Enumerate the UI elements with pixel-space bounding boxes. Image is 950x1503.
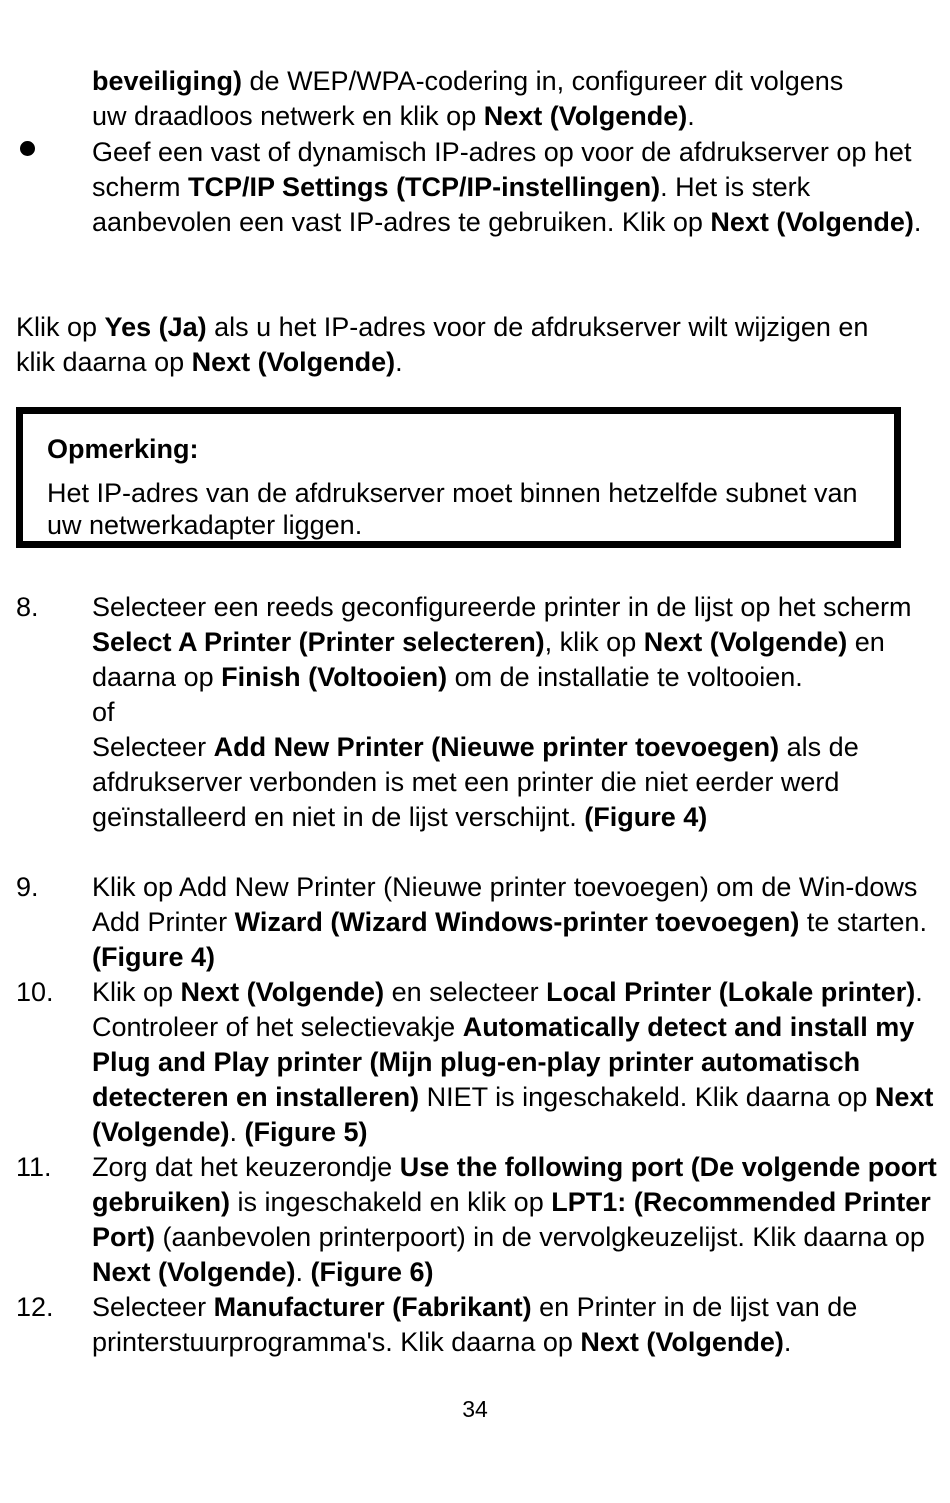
- text-run: is ingeschakeld en klik op: [230, 1187, 552, 1217]
- bold-term: (Figure 4): [92, 942, 216, 972]
- bold-term: Local Printer (Lokale printer): [546, 977, 916, 1007]
- bold-term: Next (Volgende): [580, 1327, 784, 1357]
- paragraph: [16, 310, 896, 380]
- bold-term: Automatically detect and install my Plug and Play printer (Mijn plug-en-play printer automatisch detecteren en installeren): [92, 1012, 915, 1112]
- step-8: [92, 590, 937, 835]
- or-text: of: [92, 697, 115, 727]
- text-run: en daarna op: [92, 627, 885, 692]
- text-run: Geef een vast of dynamisch IP-adres op voor de afdrukserver op het scherm: [92, 137, 912, 202]
- bold-term: (Figure 4): [584, 802, 708, 832]
- step-number: 8.: [16, 592, 39, 622]
- bold-term: Next (Volgende): [483, 101, 688, 131]
- text-run: en selecteer: [384, 977, 547, 1007]
- text-run: Zorg dat het keuzerondje: [92, 1152, 400, 1182]
- text-run: , klik op: [544, 627, 644, 657]
- bold-term: Wizard (Wizard Windows-printer toevoegen): [234, 907, 800, 937]
- text-run: Klik op: [92, 977, 181, 1007]
- bold-term: Use the following port (De volgende poort gebruiken): [92, 1152, 937, 1217]
- text-run: (aanbevolen printerpoort) in de vervolgkeuzelijst. Klik daarna op: [155, 1222, 925, 1252]
- bold-term: Next (Volgende): [180, 977, 385, 1007]
- bold-term: Next (Volgende): [643, 627, 848, 657]
- text-run: .: [395, 347, 403, 377]
- note-box: [16, 407, 901, 548]
- text-run: Selecteer: [92, 732, 214, 762]
- step-number: 11.: [16, 1152, 52, 1182]
- bold-term: TCP/IP Settings (TCP/IP-instellingen): [188, 172, 661, 202]
- bold-term: Next (Volgende): [92, 1082, 934, 1147]
- bold-term: Add New Printer (Nieuwe printer toevoegen): [213, 732, 780, 762]
- page-number: 34: [462, 1396, 488, 1422]
- continuation-text: [92, 64, 937, 134]
- step-10: [92, 975, 937, 1150]
- bold-term: (Figure 6): [310, 1257, 434, 1287]
- text-run: .: [295, 1257, 311, 1287]
- text-run: Klik op Add New Printer (Nieuwe printer toevoegen) om de Win-dows Add Printer: [92, 872, 918, 937]
- step-11: [92, 1150, 937, 1290]
- text-run: .: [913, 207, 922, 237]
- step-number: 12.: [16, 1292, 54, 1322]
- step-9: [92, 870, 937, 975]
- bold-term: beveiliging): [92, 66, 243, 96]
- bold-term: Select A Printer (Printer selecteren): [92, 627, 545, 657]
- step-12: [92, 1290, 937, 1360]
- text-run: als de afdrukserver verbonden is met een printer die niet eerder werd geïnstalleerd en niet in de lijst verschijnt.: [92, 732, 859, 832]
- note-title: Opmerking:: [47, 434, 199, 464]
- bold-term: Next (Volgende): [191, 347, 396, 377]
- text-run: om de installatie te voltooien.: [447, 662, 803, 692]
- text-run: uw draadloos netwerk en klik op: [92, 101, 484, 131]
- text-run: .: [229, 1117, 245, 1147]
- text-run: Selecteer: [92, 1292, 214, 1322]
- text-run: .: [783, 1327, 792, 1357]
- text-run: NIET is ingeschakeld. Klik daarna op: [419, 1082, 875, 1112]
- bold-term: LPT1: (Recommended Printer Port): [92, 1187, 931, 1252]
- text-run: . Controleer of het selectievakje: [92, 977, 923, 1042]
- step-number: 10.: [16, 977, 54, 1007]
- bullet-dot-icon: [20, 141, 35, 156]
- text-run: de WEP/WPA-codering in, configureer dit volgens: [242, 66, 844, 96]
- text-run: . Het is sterk aanbevolen een vast IP-adres te gebruiken. Klik op: [92, 172, 811, 237]
- bold-term: Next (Volgende): [92, 1257, 296, 1287]
- bold-term: Yes (Ja): [104, 312, 207, 342]
- text-run: als u het IP-adres voor de afdrukserver wilt wijzigen en klik daarna op: [16, 312, 869, 377]
- bullet-item: [92, 135, 937, 240]
- text-run: en Printer in de lijst van de printerstuurprogramma's. Klik daarna op: [92, 1292, 858, 1357]
- bold-term: Next (Volgende): [710, 207, 914, 237]
- bold-term: Finish (Voltooien): [221, 662, 448, 692]
- bold-term: (Figure 5): [244, 1117, 368, 1147]
- text-run: te starten.: [799, 907, 927, 937]
- text-run: .: [687, 101, 695, 131]
- bold-term: Manufacturer (Fabrikant): [213, 1292, 532, 1322]
- step-number: 9.: [16, 872, 39, 902]
- text-run: Klik op: [16, 312, 105, 342]
- text-run: Selecteer een reeds geconfigureerde printer in de lijst op het scherm: [92, 592, 912, 622]
- note-body: Het IP-adres van de afdrukserver moet binnen hetzelfde subnet van uw netwerkadapter liggen.: [47, 478, 858, 540]
